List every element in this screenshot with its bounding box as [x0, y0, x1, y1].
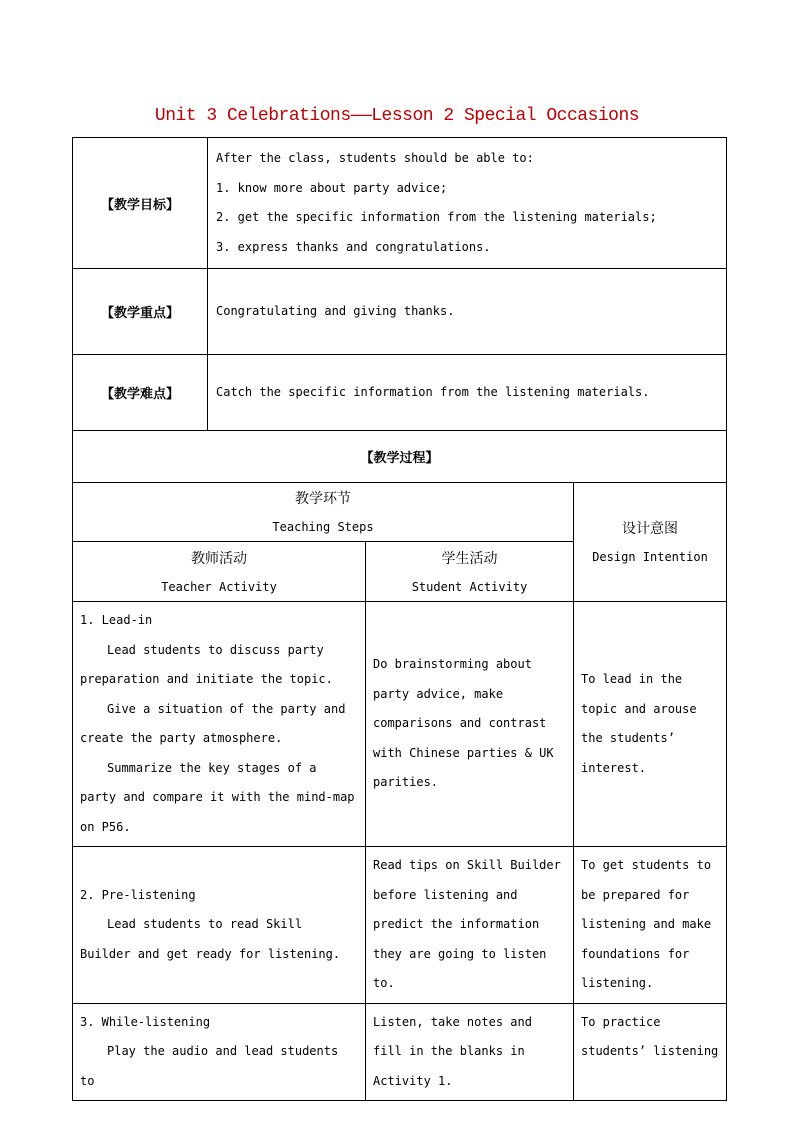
- design-intention-cell: To practice students’ listening: [574, 1003, 727, 1101]
- step-heading: 3. While-listening: [80, 1014, 211, 1029]
- difficult-points-text: Catch the specific information from the listening materials.: [208, 355, 727, 431]
- student-activity-cn: 学生活动: [441, 550, 498, 567]
- teacher-activity-cn: 教师活动: [191, 550, 247, 567]
- page-title: Unit 3 Celebrations——Lesson 2 Special Occasions: [154, 106, 640, 126]
- teacher-activity-en: Teacher Activity: [161, 579, 277, 594]
- teacher-activity-cell: [73, 1003, 366, 1101]
- step-paragraph: Lead students to discuss party preparation and initiate the topic.: [80, 642, 333, 686]
- step-paragraph: Lead students to read Skill Builder and get ready for listening.: [80, 917, 341, 961]
- process-row: [73, 431, 727, 483]
- objectives-line: After the class, students should be able to:: [216, 151, 534, 165]
- step-paragraph: Play the audio and lead students to: [80, 1044, 339, 1088]
- step-paragraph: Give a situation of the party and create the party atmosphere.: [80, 701, 346, 745]
- student-activity-cell: Do brainstorming about party advice, make comparisons and contrast with Chinese parties & UK parities.: [366, 602, 574, 847]
- design-intention-header: [574, 483, 727, 602]
- key-points-label: 【教学重点】: [73, 269, 208, 355]
- steps-header-row: [73, 483, 727, 542]
- step-paragraph: Summarize the key stages of a party and compare it with the mind-map on P56.: [80, 760, 355, 834]
- objectives-line: 3. express thanks and congratulations.: [216, 239, 491, 254]
- design-intention-cell: To get students to be prepared for listening and make foundations for listening.: [574, 847, 727, 1004]
- design-intention-cell: To lead in the topic and arouse the students’ interest.: [574, 602, 727, 847]
- table-row: [73, 1003, 727, 1101]
- key-points-text: Congratulating and giving thanks.: [208, 269, 727, 355]
- difficult-points-row: [73, 355, 727, 431]
- lesson-plan-table: [72, 137, 727, 1101]
- key-points-row: [73, 269, 727, 355]
- process-label: 【教学过程】: [73, 431, 727, 483]
- student-activity-cell: Listen, take notes and fill in the blanks in Activity 1.: [366, 1003, 574, 1101]
- difficult-points-label: 【教学难点】: [73, 355, 208, 431]
- objectives-line: 1. know more about party advice;: [216, 180, 448, 195]
- student-activity-cell: Read tips on Skill Builder before listening and predict the information they are going to listen to.: [366, 847, 574, 1004]
- teaching-steps-header: [73, 483, 574, 542]
- teaching-steps-cn: 教学环节: [295, 491, 351, 507]
- teaching-steps-en: Teaching Steps: [272, 520, 374, 534]
- teacher-activity-cell: [73, 847, 366, 1004]
- teacher-activity-header: [73, 542, 366, 602]
- student-activity-en: Student Activity: [411, 579, 528, 594]
- objectives-content: [208, 138, 727, 269]
- step-heading: 1. Lead-in: [80, 613, 153, 627]
- table-row: [73, 602, 727, 847]
- design-intention-cn: 设计意图: [622, 521, 678, 537]
- step-heading: 2. Pre-listening: [80, 887, 196, 902]
- objectives-label: 【教学目标】: [73, 138, 208, 269]
- student-activity-header: [366, 542, 574, 602]
- teacher-activity-cell: [73, 602, 366, 847]
- objectives-line: 2. get the specific information from the listening materials;: [216, 210, 657, 224]
- objectives-row: [73, 138, 727, 269]
- design-intention-en: Design Intention: [592, 550, 708, 564]
- table-row: [73, 847, 727, 1004]
